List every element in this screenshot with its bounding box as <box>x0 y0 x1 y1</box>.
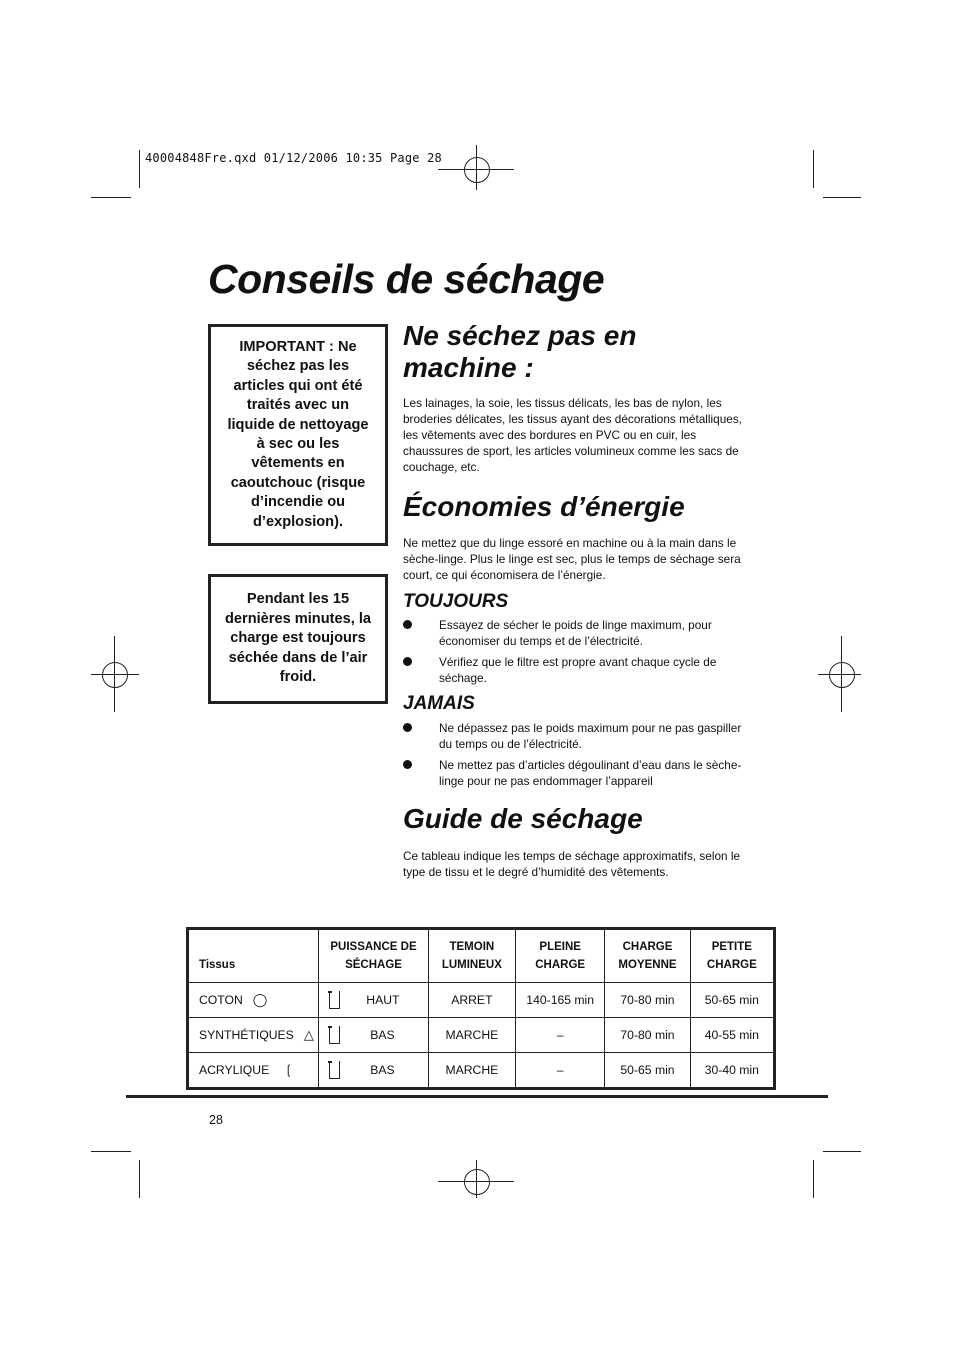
drying-guide-table <box>186 927 776 1090</box>
power-label: HAUT <box>366 993 400 1007</box>
iron-icon <box>329 991 340 1009</box>
list-item: Vérifiez que le filtre est propre avant chaque cycle de séchage. <box>403 654 749 688</box>
header-puissance: PUISSANCE DE SÉCHAGE <box>319 929 428 983</box>
header-pleine: PLEINE CHARGE <box>516 929 605 983</box>
petite-value: 50-65 min <box>690 983 774 1018</box>
header-moyenne: CHARGE MOYENNE <box>605 929 690 983</box>
bullet-icon <box>403 620 412 629</box>
header-temoin: TEMOIN LUMINEUX <box>428 929 515 983</box>
cool-air-text: Pendant les 15 dernières minutes, la charge est toujours séchée dans de l’air froid. <box>225 591 371 686</box>
pleine-value: 140-165 min <box>516 983 605 1018</box>
moyenne-value: 70-80 min <box>605 1018 690 1053</box>
power-label: BAS <box>370 1063 395 1077</box>
heading-economies-energie: Économies d’énergie <box>403 491 685 522</box>
cool-air-box <box>208 574 388 704</box>
print-slug: 40004848Fre.qxd 01/12/2006 10:35 Page 28 <box>145 151 442 165</box>
crop-mark <box>823 197 861 198</box>
footer-rule <box>126 1095 828 1098</box>
pleine-value: – <box>516 1053 605 1089</box>
crop-mark <box>813 150 814 188</box>
temoin-value: MARCHE <box>428 1018 515 1053</box>
crop-mark <box>91 1151 131 1152</box>
header-petite: PETITE CHARGE <box>690 929 774 983</box>
cotton-care-icon: ◯ <box>252 992 268 1007</box>
paragraph-ne-sechez-pas: Les lainages, la soie, les tissus délicats, les bas de nylon, les broderies délicates, les tissus ayant des décorations métalliques, les vêtements avec des bordures en PVC ou en cuir, les chaussures de sport, les articles volumineux comme les sacs de couchage, etc. <box>403 396 743 474</box>
table-row <box>188 1018 775 1053</box>
header-tissus: Tissus <box>188 929 319 983</box>
petite-value: 40-55 min <box>690 1018 774 1053</box>
heading-jamais: JAMAIS <box>403 693 475 714</box>
list-item: Ne mettez pas d’articles dégoulinant d’eau dans le sèche-linge pour ne pas endommager l’appareil <box>403 757 749 791</box>
iron-icon <box>329 1026 340 1044</box>
tissu-label: ACRYLIQUE <box>199 1063 270 1077</box>
tissu-label: COTON <box>199 993 243 1007</box>
list-item: Ne dépassez pas le poids maximum pour ne pas gaspiller du temps ou de l’électricité. <box>403 720 749 754</box>
crop-mark <box>139 150 140 188</box>
table-row <box>188 1053 775 1089</box>
petite-value: 30-40 min <box>690 1053 774 1089</box>
pleine-value: – <box>516 1018 605 1053</box>
synthetic-care-icon: △ <box>303 1027 314 1042</box>
crop-mark <box>813 1160 814 1198</box>
crop-mark <box>139 1160 140 1198</box>
heading-toujours: TOUJOURS <box>403 591 509 612</box>
tissu-label: SYNTHÉTIQUES <box>199 1028 294 1042</box>
moyenne-value: 70-80 min <box>605 983 690 1018</box>
crop-mark <box>823 1151 861 1152</box>
temoin-value: ARRET <box>428 983 515 1018</box>
paragraph-guide-de-sechage: Ce tableau indique les temps de séchage approximatifs, selon le type de tissu et le degré d’humidité des vêtements. <box>403 849 741 879</box>
bullet-icon <box>403 760 412 769</box>
paragraph-economies-energie: Ne mettez que du linge essoré en machine ou à la main dans le sèche-linge. Plus le linge est sec, plus le temps de séchage sera court, ce qui économisera de l’énergie. <box>403 536 741 582</box>
temoin-value: MARCHE <box>428 1053 515 1089</box>
table-header-row <box>188 929 775 983</box>
iron-icon <box>329 1061 340 1079</box>
important-text: IMPORTANT : Ne séchez pas les articles qui ont été traités avec un liquide de nettoyage à sec ou les vêtements en caoutchouc (risque d’incendie ou d’explosion). <box>227 338 369 530</box>
page-number: 28 <box>209 1113 223 1127</box>
table-row <box>188 983 775 1018</box>
list-item: Essayez de sécher le poids de linge maximum, pour économiser du temps et de l’électricité. <box>403 617 749 651</box>
bullet-icon <box>403 657 412 666</box>
heading-guide-de-sechage: Guide de séchage <box>403 803 643 834</box>
crop-mark <box>91 197 131 198</box>
important-box <box>208 324 388 546</box>
power-label: BAS <box>370 1028 395 1042</box>
moyenne-value: 50-65 min <box>605 1053 690 1089</box>
acrylic-care-icon: ❲ <box>283 1062 295 1077</box>
bullet-icon <box>403 723 412 732</box>
page-title: Conseils de séchage <box>208 256 605 302</box>
heading-ne-sechez-pas: Ne séchez pas en machine : <box>403 320 637 383</box>
